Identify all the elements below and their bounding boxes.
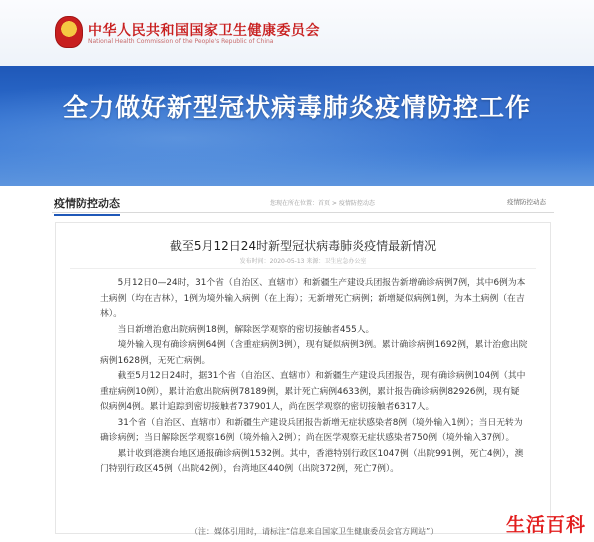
org-name-en: National Health Commission of the People's Republic of China — [88, 38, 274, 45]
article-meta: 发布时间：2020-05-13 来源：卫生应急办公室 — [239, 258, 367, 265]
org-name[interactable]: 中华人民共和国国家卫生健康委员会 — [88, 23, 320, 39]
section-title[interactable]: 疫情防控动态 — [54, 195, 120, 216]
banner-title: 全力做好新型冠状病毒肺炎疫情防控工作 — [62, 93, 531, 122]
national-emblem-icon — [55, 16, 83, 48]
watermark: 生活百科 — [505, 514, 586, 536]
article-paragraph: 31个省（自治区、直辖市）和新疆生产建设兵团报告新增无症状感染者8例（境外输入1例）；当日无转为确诊病例；当日解除医学观察16例（境外输入2例）；尚在医学观察无症状感染者750例（境外输入37例）。 — [100, 417, 523, 443]
article-title: 截至5月12日24时新型冠状病毒肺炎疫情最新情况 — [169, 239, 437, 253]
article-paragraph: 累计收到港澳台地区通报确诊病例1532例。其中，香港特别行政区1047例（出院991例，死亡4例），澳门特别行政区45例（出院42例），台湾地区440例（出院372例，死亡7例）。 — [100, 448, 524, 474]
article-paragraph: 当日新增治愈出院病例18例，解除医学观察的密切接触者455人。 — [117, 324, 375, 335]
article-body — [100, 276, 528, 478]
site-header — [0, 0, 594, 66]
article-paragraph: 境外输入现有确诊病例64例（含重症病例3例），现有疑似病例3例。累计确诊病例1692例，累计治愈出院病例1628例，无死亡病例。 — [100, 340, 528, 366]
article-paragraph: 5月12日0—24时，31个省（自治区、直辖市）和新疆生产建设兵团报告新增确诊病例7例，其中6例为本土病例（均在吉林），1例为境外输入病例（在上海）；无新增死亡病例；新增疑似病例1例，为本土病例（在吉林）。 — [100, 278, 526, 319]
divider — [70, 268, 536, 269]
section-link[interactable]: 疫情防控动态 — [507, 198, 546, 206]
article-paragraph: 截至5月12日24时，据31个省（自治区、直辖市）和新疆生产建设兵团报告，现有确诊病例104例（其中重症病例10例），累计治愈出院病例78189例，累计死亡病例4633例，累计报告确诊病例82926例，现有疑似病例4例。累计追踪到密切接触者737901人，尚在医学观察的密切接触者6317人。 — [100, 371, 526, 412]
breadcrumb[interactable]: 您现在所在位置：首页 > 疫情防控动态 — [270, 200, 375, 207]
section-bar — [52, 192, 554, 213]
hero-banner — [0, 66, 594, 186]
citation-note: （注：媒体引用时，请标注“信息来自国家卫生健康委员会官方网站”） — [190, 527, 439, 536]
article-panel — [55, 222, 551, 534]
